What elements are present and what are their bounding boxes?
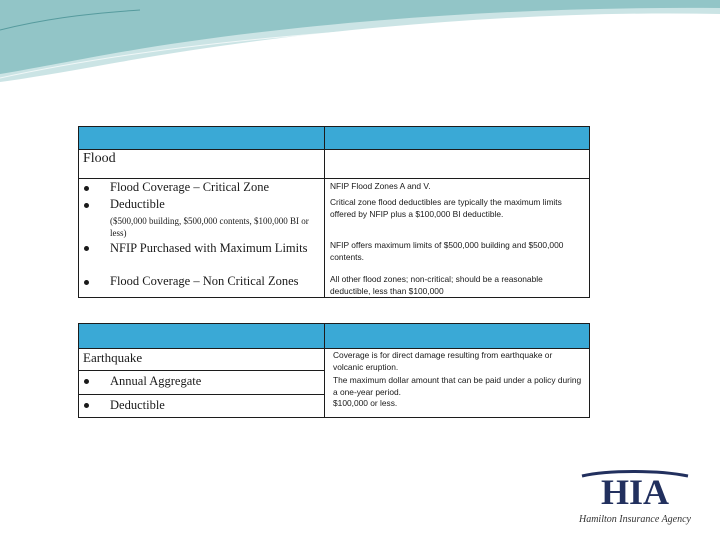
bullet-icon xyxy=(84,186,89,191)
flood-title-cell-right xyxy=(324,149,590,180)
flood-item-deductible: Deductible xyxy=(110,197,165,211)
bullet-icon xyxy=(84,203,89,208)
earthquake-detail-aggregate: The maximum dollar amount that can be paid under a policy during a one-year period. xyxy=(333,375,582,397)
hia-logo-mark xyxy=(568,466,702,528)
flood-header-right xyxy=(324,126,590,150)
hia-logo-text: HIA xyxy=(600,472,670,512)
bullet-icon xyxy=(84,379,89,384)
hia-logo xyxy=(568,466,702,528)
flood-detail-zones: NFIP Flood Zones A and V. xyxy=(330,181,431,191)
flood-title: Flood xyxy=(83,151,116,166)
flood-item-critical-zone: Flood Coverage – Critical Zone xyxy=(110,180,269,194)
earthquake-item-aggregate: Annual Aggregate xyxy=(110,374,202,388)
earthquake-detail-coverage: Coverage is for direct damage resulting from earthquake or volcanic eruption. xyxy=(333,350,553,372)
flood-header-left xyxy=(78,126,326,150)
earthquake-title: Earthquake xyxy=(83,350,143,365)
earthquake-item-deductible: Deductible xyxy=(110,398,165,412)
flood-item-non-critical: Flood Coverage – Non Critical Zones xyxy=(110,274,299,288)
bullet-icon xyxy=(84,280,89,285)
earthquake-detail-deductible: $100,000 or less. xyxy=(333,398,398,408)
earthquake-header-right xyxy=(324,323,590,349)
flood-detail-non-critical: All other flood zones; non-critical; should be a reasonable deductible, less than $100,000 xyxy=(330,274,543,296)
bullet-icon xyxy=(84,246,89,251)
flood-detail-nfip: NFIP offers maximum limits of $500,000 building and $500,000 contents. xyxy=(330,240,564,262)
flood-deductible-note: ($500,000 building, $500,000 contents, $100,000 BI or less) xyxy=(110,216,309,238)
flood-detail-critical: Critical zone flood deductibles are typically the maximum limits offered by NFIP plus a $100,000 BI deductible. xyxy=(330,197,562,219)
bullet-icon xyxy=(84,403,89,408)
decorative-header-swoosh xyxy=(0,0,720,85)
flood-item-nfip-max: NFIP Purchased with Maximum Limits xyxy=(110,241,308,255)
hia-logo-tagline: Hamilton Insurance Agency xyxy=(578,514,692,525)
earthquake-header-left xyxy=(78,323,326,349)
